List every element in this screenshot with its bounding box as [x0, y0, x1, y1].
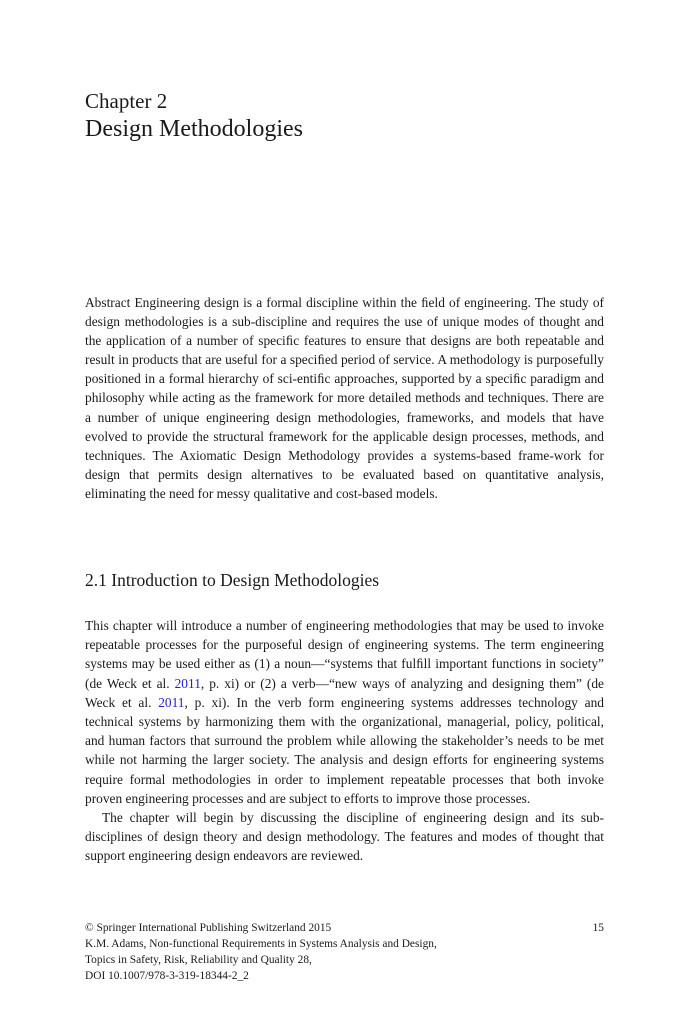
citation-line-1: K.M. Adams, Non-functional Requirements in Systems Analysis and Design, — [85, 938, 437, 950]
paragraph-text: , p. xi). In the verb form engineering systems addresses technology and technical systems by harmonizing them with the organizational, managerial, policy, political, and human factors that surround the problem while allowing the stakeholder’s needs to be met while not harming the larger society. The analysis and design efforts for engineering systems require formal methodologies in order to implement repeatable processes that both invoke proven engineering processes and are subject to efforts to improve those processes. — [85, 694, 604, 806]
citation-link-2011[interactable]: 2011 — [174, 675, 201, 691]
page-number: 15 — [592, 922, 604, 934]
abstract-paragraph: Abstract Engineering design is a formal discipline within the ﬁeld of engineering. The study of design methodologies is a sub-discipline and requires the use of unique modes of thought and the application of a number of speciﬁc features to ensure that designs are both repeatable and result in products that are useful for a speciﬁed period of service. A methodology is purposefully positioned in a formal hierarchy of sci-entiﬁc approaches, supported by a speciﬁc paradigm and philosophy while acting as the framework for more detailed methods and techniques. There are a number of unique engineering design methodologies, frameworks, and models that have evolved to provide the structural framework for the applicable design processes, methods, and techniques. The Axiomatic Design Methodology provides a systems-based frame-work for design that permits design alternatives to be evaluated based on quantitative analysis, eliminating the need for messy qualitative and cost-based models. — [85, 295, 604, 501]
paragraph-text: , p. xi) or (2) a verb—“new ways of analyzing and designing them” (de Weck et al. — [85, 675, 604, 710]
body-paragraph-1 — [85, 616, 604, 808]
citation-line-2: Topics in Safety, Risk, Reliability and Quality 28, — [85, 954, 312, 966]
paragraph-text: This chapter will introduce a number of engineering methodologies that may be used to invoke repeatable processes for the purposeful design of engineering systems. The term engineering systems may be used either as (1) a noun—“systems that fulﬁll important functions in society” (de Weck et al. — [85, 618, 604, 691]
copyright-line: © Springer International Publishing Switzerland 2015 — [85, 922, 332, 934]
chapter-label: Chapter 2 — [85, 89, 168, 113]
doi-line: DOI 10.1007/978-3-319-18344-2_2 — [85, 970, 249, 982]
section-body — [85, 616, 604, 866]
citation-link-2011[interactable]: 2011 — [158, 694, 185, 710]
page-footer — [85, 920, 604, 984]
section-heading: 2.1 Introduction to Design Methodologies — [85, 570, 380, 590]
chapter-title: Design Methodologies — [85, 116, 303, 142]
body-paragraph-2: The chapter will begin by discussing the discipline of engineering design and its sub-disciplines of design theory and design methodology. The features and modes of thought that support engineering design endeavors are reviewed. — [85, 810, 604, 864]
